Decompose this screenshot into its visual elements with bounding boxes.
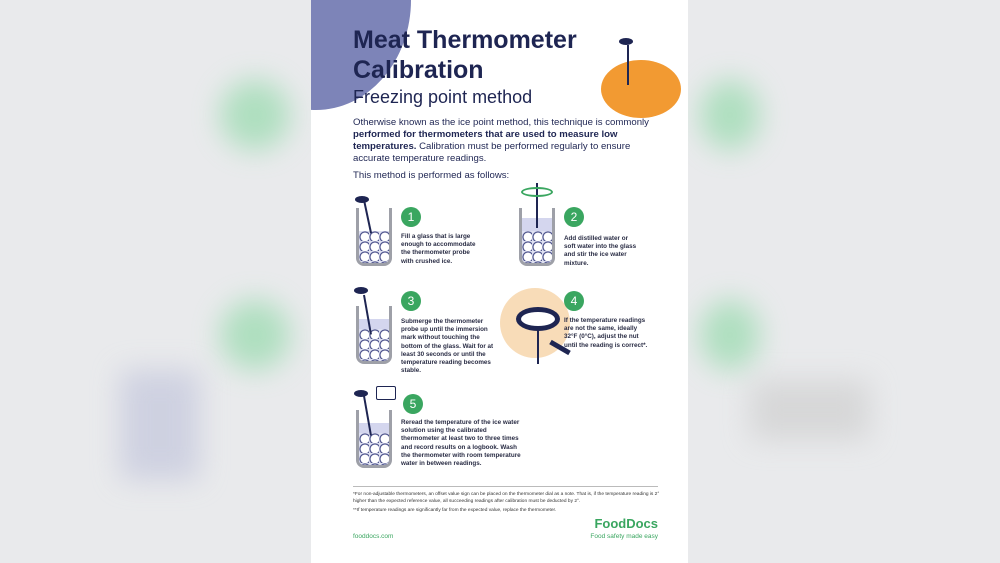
background-blur bbox=[220, 300, 290, 370]
step-number: 1 bbox=[401, 207, 421, 227]
intro-bold: performed for thermometers that are used to measure low temperatures. bbox=[353, 129, 618, 152]
glass-icon bbox=[356, 306, 392, 364]
intro-text-end: Calibration must be performed regularly to ensure accurate temperature readings. bbox=[353, 141, 631, 164]
thermometer-dial-icon bbox=[516, 307, 560, 331]
stir-arrow-icon bbox=[521, 187, 553, 197]
website-link[interactable]: fooddocs.com bbox=[353, 533, 394, 540]
chicken-thermometer-icon bbox=[601, 60, 681, 118]
step-number: 5 bbox=[403, 394, 423, 414]
thermometer-dial-icon bbox=[619, 38, 633, 45]
background-blur bbox=[700, 80, 760, 150]
step-number: 2 bbox=[564, 207, 584, 227]
step-text: If the temperature readings are not the same, ideally 32°F (0°C), adjust the nut until the reading is correct*. bbox=[564, 317, 648, 349]
divider bbox=[353, 486, 658, 487]
thermometer-dial-icon bbox=[354, 287, 368, 294]
intro-paragraph bbox=[353, 117, 653, 165]
background-blur bbox=[750, 380, 870, 440]
page-subtitle: Freezing point method bbox=[353, 87, 533, 107]
tagline: Food safety made easy bbox=[590, 533, 658, 540]
step-text: Fill a glass that is large enough to accommodate the thermometer probe with crushed ice. bbox=[401, 233, 476, 265]
step-text: Reread the temperature of the ice water solution using the calibrated thermometer at least two to three times and record results on a logbook. Wash the thermometer with room temperature water in between readings. bbox=[401, 419, 521, 468]
glass-icon bbox=[356, 208, 392, 266]
method-heading: This method is performed as follows: bbox=[353, 170, 510, 181]
thermometer-probe-icon bbox=[627, 45, 629, 85]
logbook-icon bbox=[376, 386, 396, 400]
intro-text: Otherwise known as the ice point method, this technique is commonly bbox=[353, 117, 649, 128]
fooddocs-logo: FoodDocs bbox=[594, 516, 658, 531]
step-text: Submerge the thermometer probe up until the immersion mark without touching the bottom of the glass. Wait for at least 30 seconds or until the temperature reading becomes stable. bbox=[401, 318, 494, 375]
background-blur bbox=[220, 80, 290, 150]
step-number: 3 bbox=[401, 291, 421, 311]
background-blur bbox=[120, 370, 200, 480]
thermometer-probe-icon bbox=[537, 330, 539, 364]
step-number: 4 bbox=[564, 291, 584, 311]
page-title: Meat Thermometer Calibration bbox=[353, 26, 577, 84]
step-text: Add distilled water or soft water into the glass and stir the ice water mixture. bbox=[564, 235, 637, 267]
background-blur bbox=[700, 300, 760, 370]
thermometer-dial-icon bbox=[354, 390, 368, 397]
footnote: **If temperature readings are significantly far from the expected value, replace the thermometer. bbox=[353, 508, 557, 513]
footnote: *For non-adjustable thermometers, an offset value sign can be placed on the thermometer dial as a note. That is, if the temperature reading is 2° higher than the expected reference value, all succeeding readings after calibration must be deducted by 2°. bbox=[353, 492, 660, 504]
thermometer-dial-icon bbox=[355, 196, 369, 203]
glass-icon bbox=[356, 410, 392, 468]
poster bbox=[311, 0, 688, 563]
